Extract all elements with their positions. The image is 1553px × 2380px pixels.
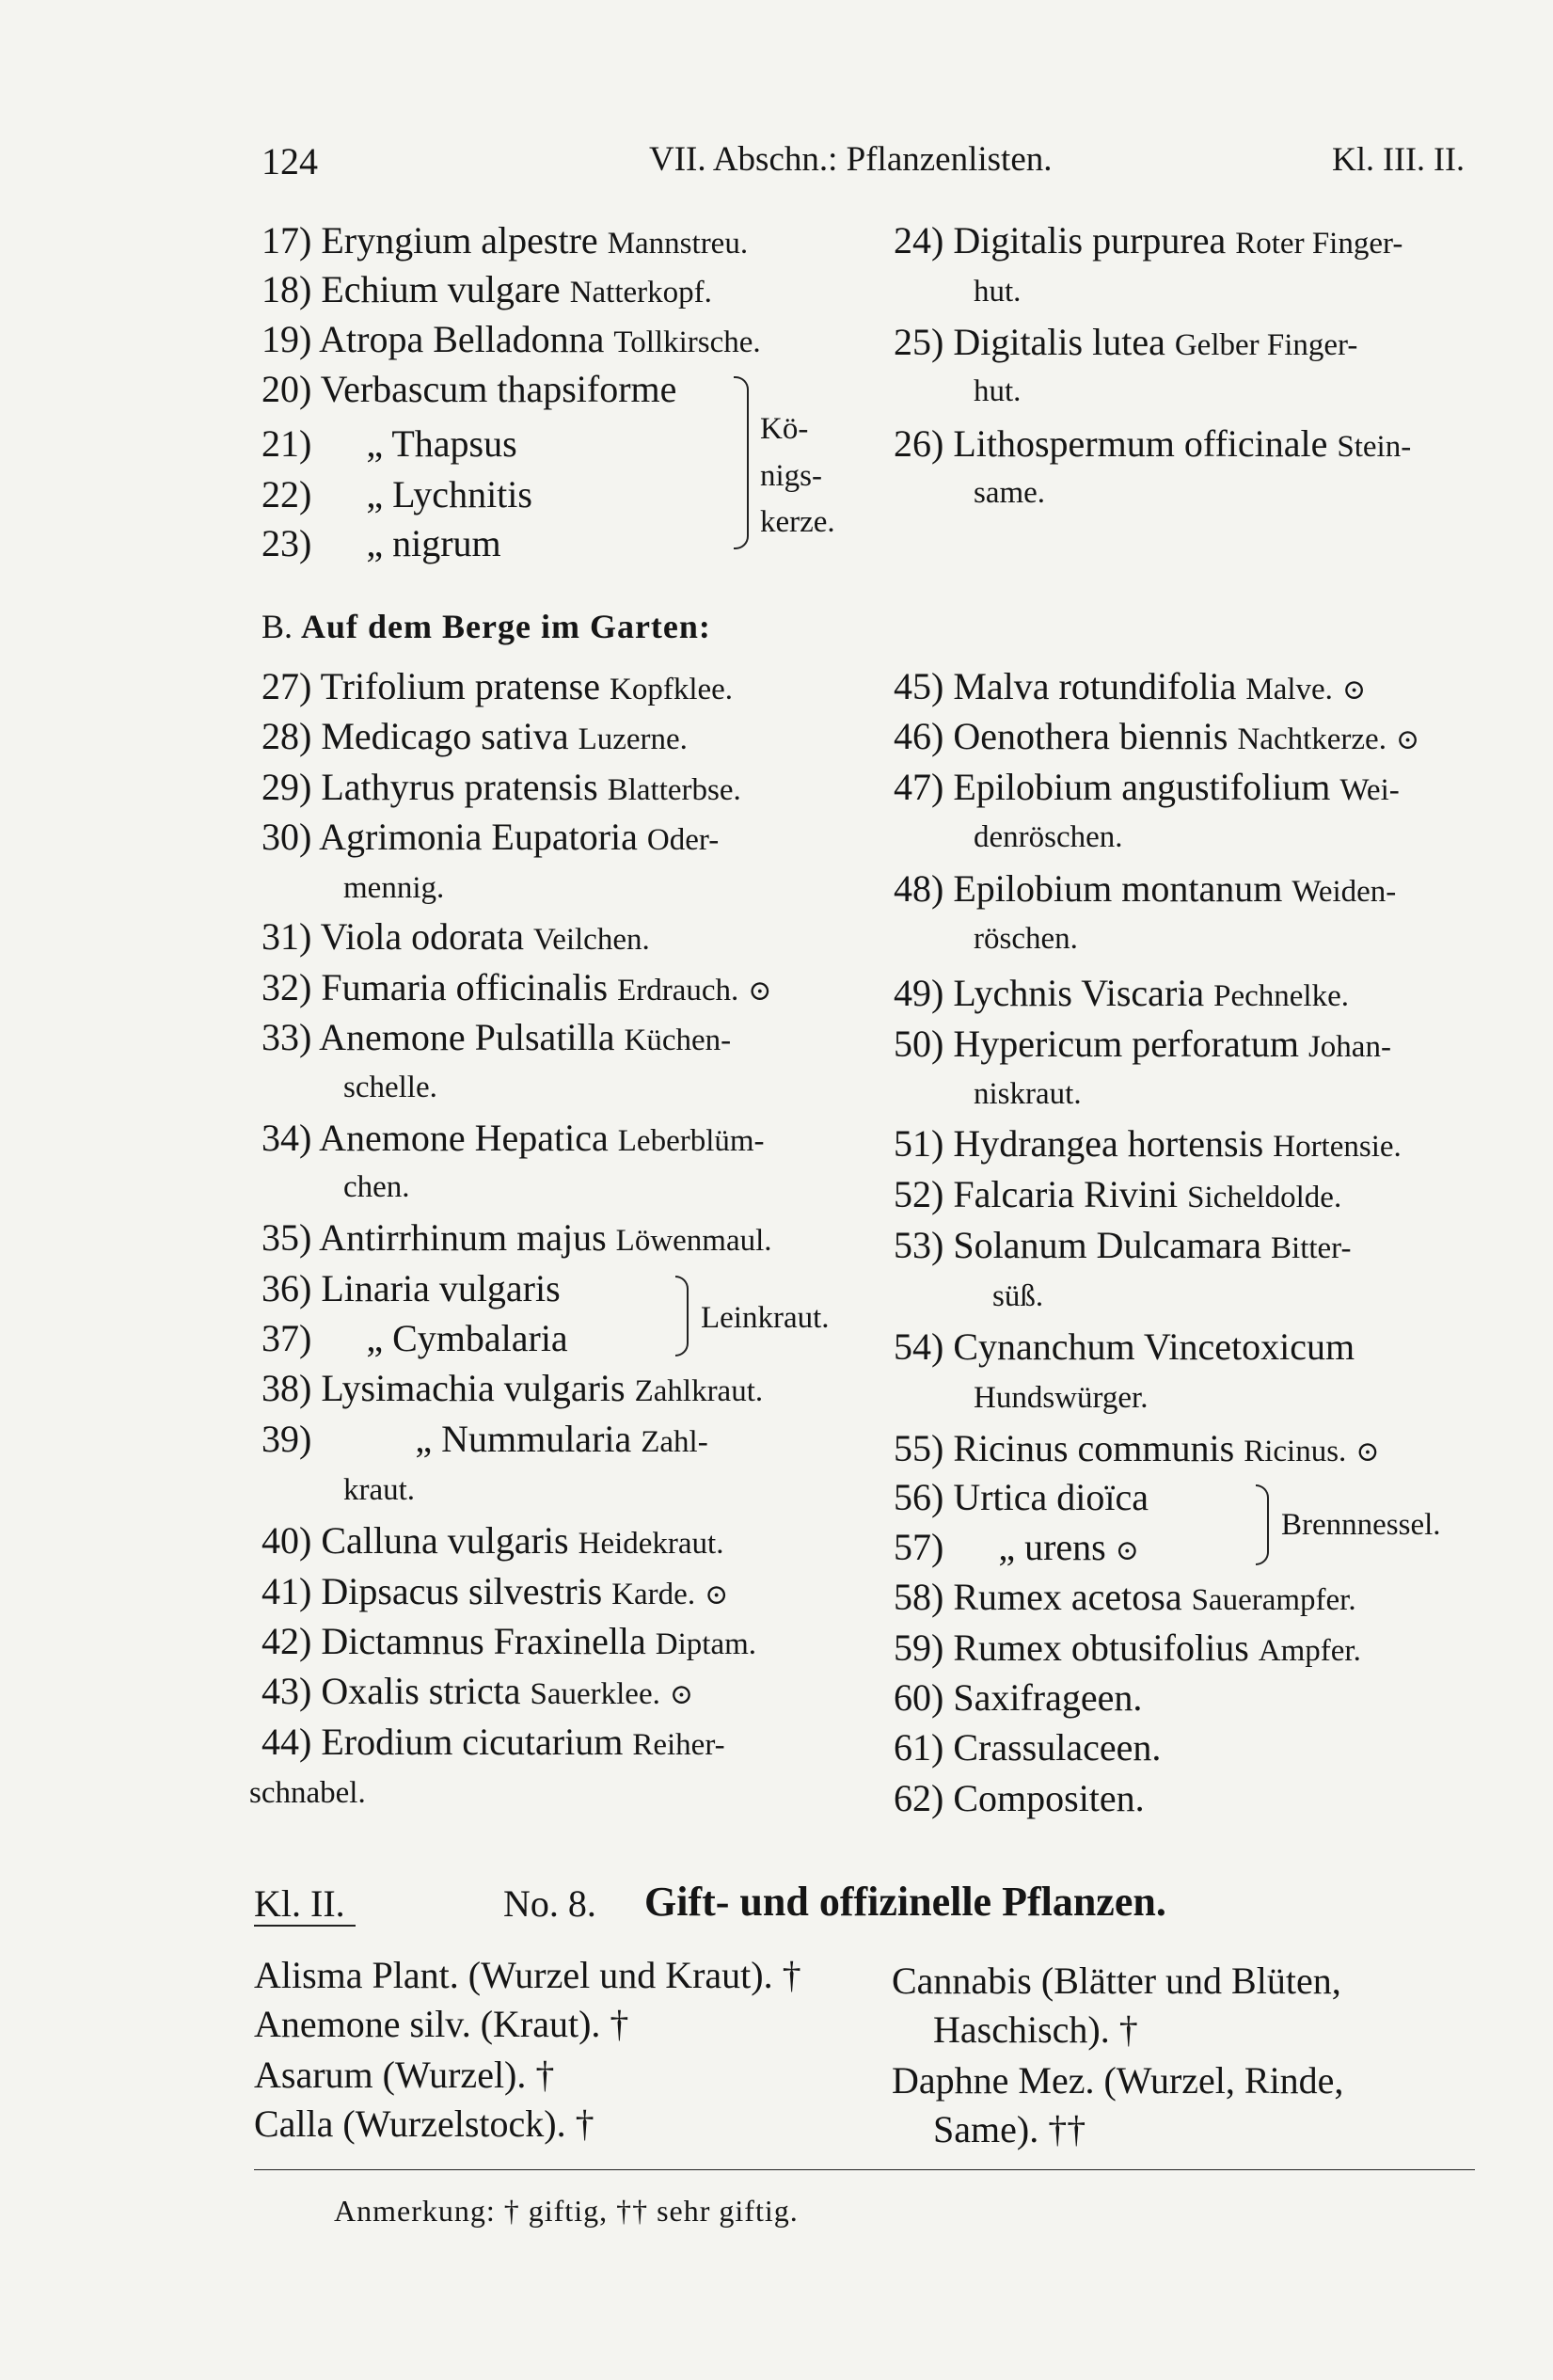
list-item: 44) Erodium cicutarium Reiher- — [261, 1721, 725, 1763]
footnote-rule — [254, 2169, 1475, 2170]
class-marker: Kl. III. II. — [1332, 140, 1465, 178]
annual-symbol-icon: ⊙ — [1355, 1436, 1380, 1468]
class-label-underline — [254, 1925, 356, 1927]
list-item: 49) Lychnis Viscaria Pechnelke. — [894, 972, 1349, 1014]
list-item: 35) Antirrhinum majus Löwenmaul. — [261, 1216, 772, 1259]
annual-symbol-icon: ⊙ — [748, 976, 772, 1007]
list-item-continuation: süß. — [992, 1279, 1044, 1313]
annual-symbol-icon: ⊙ — [1115, 1535, 1139, 1566]
list-item: 32) Fumaria officinalis Erdrauch. ⊙ — [261, 966, 772, 1008]
poison-entry: Daphne Mez. (Wurzel, Rinde, — [892, 2059, 1344, 2102]
list-item: 51) Hydrangea hortensis Hortensie. — [894, 1122, 1402, 1165]
verbascum-brace — [734, 376, 749, 549]
list-item: 40) Calluna vulgaris Heidekraut. — [261, 1519, 724, 1562]
list-item: 34) Anemone Hepatica Leberblüm- — [261, 1117, 765, 1159]
list-item-continuation: hut. — [974, 374, 1022, 408]
list-item: 27) Trifolium pratense Kopfklee. — [261, 665, 734, 707]
list-item: 39) „ Nummularia Zahl- — [261, 1418, 708, 1460]
biennial-symbol-icon: ⊙ — [1395, 724, 1420, 755]
poison-entry: Asarum (Wurzel). † — [254, 2054, 555, 2096]
list-item-continuation: same. — [974, 476, 1046, 510]
urtica-brace-label: Brennnessel. — [1281, 1508, 1441, 1542]
list-item: 33) Anemone Pulsatilla Küchen- — [261, 1016, 732, 1058]
list-item: 22) „ Lychnitis — [261, 473, 532, 516]
list-item: 37) „ Cymbalaria — [261, 1317, 568, 1359]
verbascum-brace-label: Kö- nigs- kerze. — [760, 412, 835, 539]
list-item: 43) Oxalis stricta Sauerklee. ⊙ — [261, 1670, 693, 1712]
list-item: 36) Linaria vulgaris — [261, 1267, 561, 1309]
list-item: 46) Oenothera biennis Nachtkerze. ⊙ — [894, 715, 1420, 757]
list-item-continuation: hut. — [974, 275, 1022, 309]
footnote: Anmerkung: † giftig, †† sehr giftig. — [334, 2194, 799, 2228]
list-item: 45) Malva rotundifolia Malve. ⊙ — [894, 665, 1367, 707]
poison-entry: Alisma Plant. (Wurzel und Kraut). † — [254, 1954, 801, 1996]
list-item: 30) Agrimonia Eupatoria Oder- — [261, 816, 720, 858]
list-item-continuation: chen. — [343, 1170, 410, 1204]
list-item: 57) „ urens ⊙ — [894, 1526, 1139, 1568]
poison-entry-continuation: Haschisch). † — [933, 2008, 1138, 2051]
list-item: 58) Rumex acetosa Sauerampfer. — [894, 1576, 1356, 1618]
list-item: 18) Echium vulgare Natterkopf. — [261, 268, 712, 310]
list-item: 59) Rumex obtusifolius Ampfer. — [894, 1626, 1361, 1669]
list-item-continuation: denröschen. — [974, 820, 1123, 854]
list-item: 24) Digitalis purpurea Roter Finger- — [894, 219, 1403, 262]
section-heading: B. Auf dem Berge im Garten: — [261, 608, 711, 645]
annual-symbol-icon: ⊙ — [705, 1579, 729, 1610]
annual-symbol-icon: ⊙ — [669, 1679, 693, 1710]
list-item-continuation: niskraut. — [974, 1077, 1082, 1111]
page-number: 124 — [261, 140, 318, 182]
list-item: 19) Atropa Belladonna Tollkirsche. — [261, 318, 761, 360]
list-item-continuation: mennig. — [343, 871, 445, 905]
list-number: No. 8. — [503, 1882, 596, 1925]
list-item: 47) Epilobium angustifolium Wei- — [894, 766, 1400, 808]
section-title: Gift- und offizinelle Pflanzen. — [644, 1879, 1166, 1925]
poison-entry: Calla (Wurzelstock). † — [254, 2102, 594, 2145]
list-item: 25) Digitalis lutea Gelber Finger- — [894, 321, 1358, 363]
poison-entry: Cannabis (Blätter und Blüten, — [892, 1960, 1341, 2002]
list-item: 62) Compositen. — [894, 1777, 1145, 1819]
linaria-brace — [675, 1276, 689, 1357]
list-item: 38) Lysimachia vulgaris Zahlkraut. — [261, 1367, 764, 1409]
list-item-continuation: kraut. — [343, 1473, 416, 1507]
linaria-brace-label: Leinkraut. — [701, 1301, 830, 1335]
list-item: 60) Saxifrageen. — [894, 1676, 1143, 1719]
list-item: 53) Solanum Dulcamara Bitter- — [894, 1224, 1352, 1266]
list-item: 31) Viola odorata Veilchen. — [261, 915, 650, 958]
running-title: VII. Abschn.: Pflanzenlisten. — [649, 140, 1053, 179]
list-item: 41) Dipsacus silvestris Karde. ⊙ — [261, 1570, 729, 1612]
list-item: 50) Hypericum perforatum Johan- — [894, 1023, 1391, 1065]
annual-symbol-icon: ⊙ — [1341, 674, 1367, 706]
list-item: 20) Verbascum thapsiforme — [261, 368, 677, 410]
list-item: 17) Eryngium alpestre Mannstreu. — [261, 219, 749, 262]
poison-entry-continuation: Same). †† — [933, 2108, 1086, 2150]
list-item: 48) Epilobium montanum Weiden- — [894, 867, 1397, 910]
list-item: 52) Falcaria Rivini Sicheldolde. — [894, 1173, 1342, 1215]
class-label: Kl. II. — [254, 1882, 345, 1925]
list-item: 29) Lathyrus pratensis Blatterbse. — [261, 766, 741, 808]
list-item: 42) Dictamnus Fraxinella Diptam. — [261, 1620, 757, 1662]
list-item: 23) „ nigrum — [261, 522, 501, 564]
list-item: 26) Lithospermum officinale Stein- — [894, 422, 1412, 465]
list-item-continuation: schelle. — [343, 1071, 437, 1104]
list-item-continuation: schnabel. — [249, 1776, 366, 1810]
list-item: 54) Cynanchum Vincetoxicum — [894, 1325, 1355, 1368]
list-item: 56) Urtica dioïca — [894, 1476, 1149, 1518]
list-item: 55) Ricinus communis Ricinus. ⊙ — [894, 1427, 1380, 1469]
list-item-continuation: Hundswürger. — [974, 1381, 1149, 1415]
poison-entry: Anemone silv. (Kraut). † — [254, 2003, 629, 2045]
list-item: 28) Medicago sativa Luzerne. — [261, 715, 688, 757]
list-item-continuation: röschen. — [974, 922, 1078, 956]
urtica-brace — [1256, 1484, 1269, 1565]
list-item: 21) „ Thapsus — [261, 422, 517, 465]
list-item: 61) Crassulaceen. — [894, 1726, 1162, 1769]
